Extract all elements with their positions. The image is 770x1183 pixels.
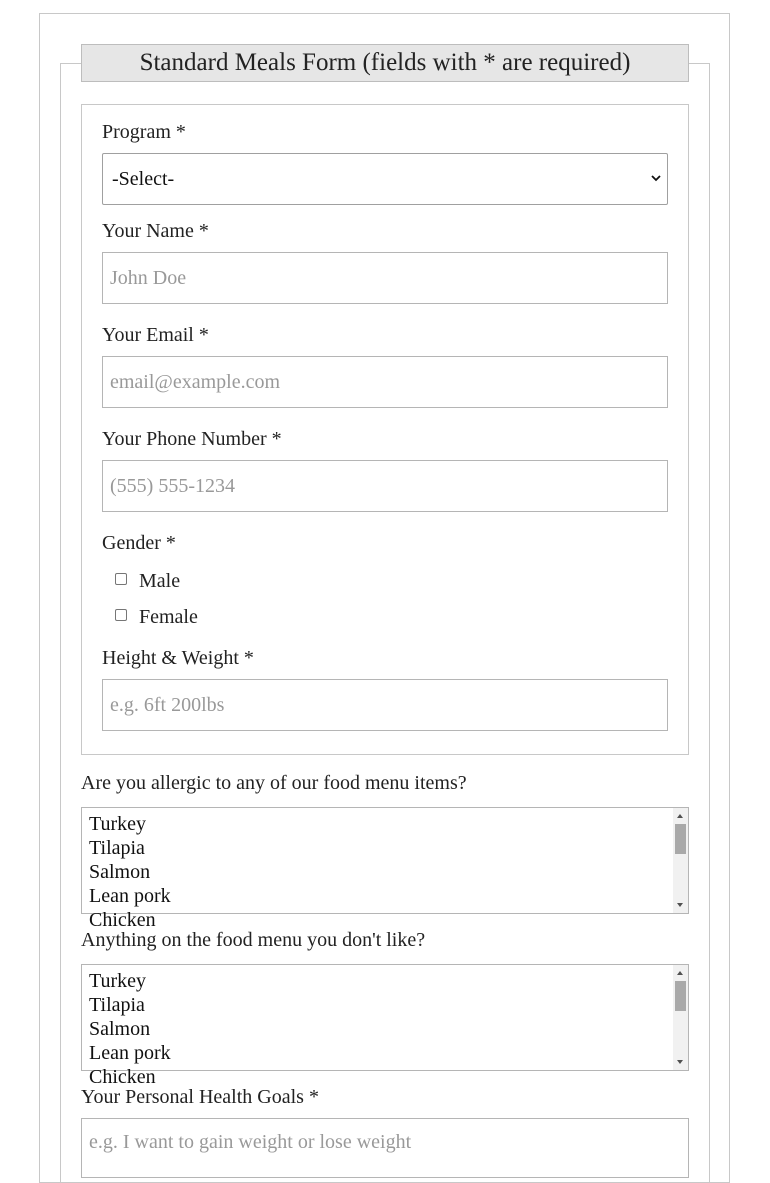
scroll-up-icon[interactable] [677,971,683,975]
program-select[interactable] [102,153,668,205]
goals-label: Your Personal Health Goals * [81,1086,319,1108]
gender-female-checkbox[interactable] [115,609,127,621]
height-weight-label: Height & Weight * [102,647,254,669]
program-selected-value: -Select- [112,168,175,190]
email-input[interactable] [102,356,668,408]
phone-label: Your Phone Number * [102,428,282,450]
list-item[interactable]: Lean pork [89,1042,171,1064]
dislikes-label: Anything on the food menu you don't like? [81,929,426,951]
allergies-label: Are you allergic to any of our food menu items? [81,772,467,794]
gender-male-checkbox[interactable] [115,573,127,585]
name-label: Your Name * [102,220,209,242]
gender-female-label: Female [139,606,198,628]
scroll-thumb[interactable] [675,824,686,854]
scroll-up-icon[interactable] [677,814,683,818]
dislikes-listbox[interactable] [81,964,689,1088]
scroll-down-icon[interactable] [677,903,683,907]
list-item[interactable]: Turkey [89,813,147,835]
form-title: Standard Meals Form (fields with * are required) [81,44,689,82]
scroll-thumb[interactable] [675,981,686,1011]
goals-textarea[interactable] [81,1118,689,1178]
list-item[interactable]: Salmon [89,1018,151,1040]
list-item[interactable]: Chicken [89,1066,156,1088]
height-weight-placeholder: e.g. 6ft 200lbs [110,694,225,716]
height-weight-input[interactable] [102,679,668,731]
list-item[interactable]: Salmon [89,861,151,883]
name-input[interactable] [102,252,668,304]
allergies-listbox[interactable] [81,807,689,931]
scroll-down-icon[interactable] [677,1060,683,1064]
phone-placeholder: (555) 555-1234 [110,475,235,497]
goals-placeholder: e.g. I want to gain weight or lose weight [89,1131,412,1153]
list-item[interactable]: Tilapia [89,994,145,1016]
phone-input[interactable] [102,460,668,512]
gender-male-label: Male [139,570,181,592]
list-item[interactable]: Tilapia [89,837,145,859]
program-label: Program * [102,121,186,143]
list-item[interactable]: Chicken [89,909,156,931]
name-placeholder: John Doe [110,267,187,289]
dislikes-scrollbar[interactable] [673,965,688,1070]
list-item[interactable]: Lean pork [89,885,171,907]
email-label: Your Email * [102,324,209,346]
gender-label: Gender * [102,532,176,554]
chevron-down-icon [651,173,661,183]
allergies-scrollbar[interactable] [673,808,688,913]
email-placeholder: email@example.com [110,371,281,393]
list-item[interactable]: Turkey [89,970,147,992]
